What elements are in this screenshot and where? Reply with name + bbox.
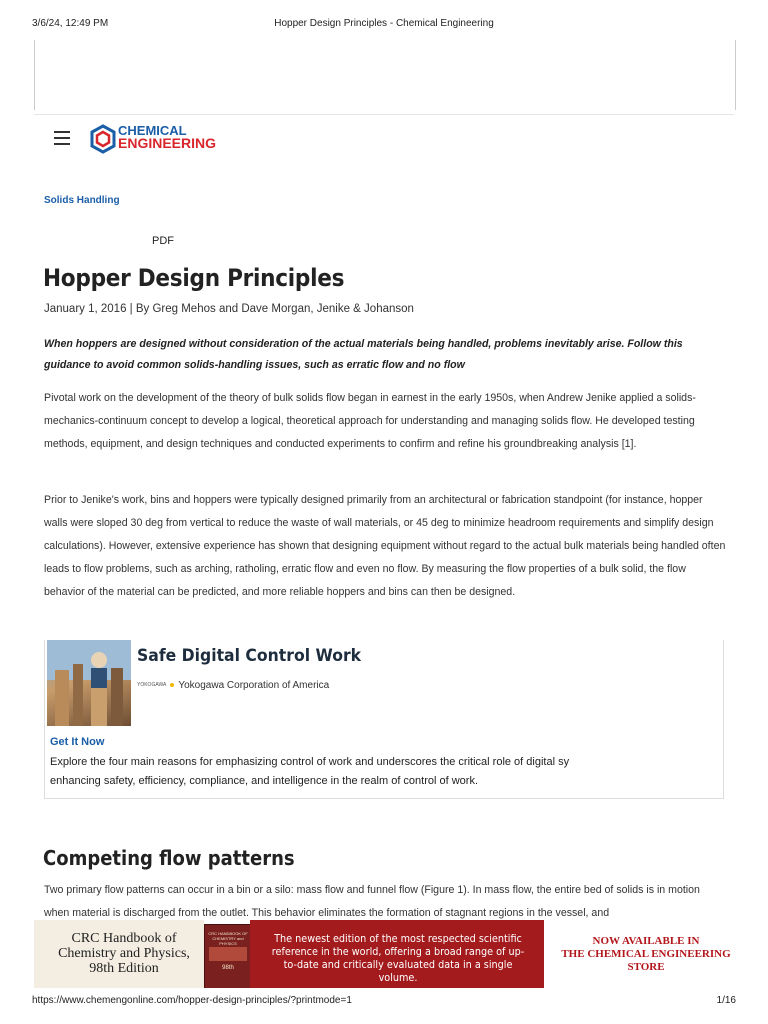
get-it-now-link[interactable]: Get It Now [50,736,105,748]
ad-cta-panel[interactable] [544,920,740,988]
article-lede: When hoppers are designed without consideration of the actual materials being handled, problems inevitably arise. Follow this guidance to avoid common solids-handling issues, such as erratic flow and no flow [44,338,683,371]
logo-line2: ENGINEERING [118,135,217,151]
ad-message: The newest edition of the most respected scientific reference in the world, offering a broad range of up-to-date and critically evaluated data in a single volume. [271,933,525,984]
ad-book-title-line3: 98th Edition [89,961,159,976]
ad-cta-line2: THE CHEMICAL ENGINEERING [561,948,731,960]
ad-book-title [44,931,204,976]
category-link[interactable]: Solids Handling [44,195,120,206]
sponsor-company-name: Yokogawa Corporation of America [178,680,330,691]
sponsor-company-logo: YOKOGAWA [137,682,167,689]
site-logo[interactable] [90,123,240,155]
sponsor-description-line1: Explore the four main reasons for emphasizing control of work and underscores the critical role of digital sy [50,756,570,768]
top-ad-slot [34,40,736,110]
sponsor-title[interactable]: Safe Digital Control Work [137,646,362,666]
sponsor-company [137,680,329,691]
page-counter: 1/16 [716,995,736,1006]
paragraph-2: Prior to Jenike's work, bins and hoppers were typically designed primarily from an architectural or fabrication standpoint (for instance, hopper walls were sloped 30 deg from vertical to reduce the waste of wall materials, or 45 deg to minimize headroom requirements and simplify design calculations). However, extensive experience has shown that designing equipment without regard to the actual bulk materials being handled often leads to flow problems, such as arching, ratholing, erratic flow and even no flow. By measuring the flow properties of a bulk solid, the flow behavior of the material can be predicted, and more reliable hoppers and bins can then be designed. [44,494,726,598]
ad-book-title-line1: CRC Handbook of [71,931,177,946]
section-heading: Competing flow patterns [43,846,295,870]
ad-book-title-line2: Chemistry and Physics, [58,946,190,961]
book-cover-edition: 98th [222,965,234,971]
print-url: https://www.chemengonline.com/hopper-design-principles/?printmode=1 [32,995,352,1006]
paragraph-3: Two primary flow patterns can occur in a bin or a silo: mass flow and funnel flow (Figure 1). In mass flow, the entire bed of solids is in motion when material is discharged from the outlet. This behavior eliminates the formation of stagnant regions in the vessel, and [44,884,700,919]
sponsor-logo-dot-icon [170,683,174,687]
paragraph-1: Pivotal work on the development of the theory of bulk solids flow began in earnest in the early 1950s, when Andrew Jenike applied a solids-mechanics-continuum concept to develop a logical, theoretical approach for understanding and managing solids flow. He developed testing methods, equipment, and design techniques and conducted experiments to confirm and refine his groundbreaking analysis [1]. [44,392,696,450]
logo-line1: CHEMICAL [118,123,187,138]
site-header [34,114,734,165]
sponsored-content-card[interactable] [44,640,724,799]
ad-message-panel [250,920,544,988]
ad-cta[interactable] [552,935,740,974]
bottom-banner-ad[interactable] [34,920,740,988]
book-cover-image [204,924,252,988]
article-title: Hopper Design Principles [43,264,345,292]
byline: January 1, 2016 | By Greg Mehos and Dave Morgan, Jenike & Johanson [44,303,414,315]
sponsor-description-line2: enhancing safety, efficiency, compliance, and intelligence in the realm of control of work. [50,775,479,787]
sponsor-image [47,640,131,726]
print-page-title: Hopper Design Principles - Chemical Engineering [274,18,494,29]
ad-book-panel [34,920,204,988]
sponsor-description [50,753,622,793]
menu-icon[interactable] [54,131,70,145]
ad-cta-line1: NOW AVAILABLE IN [592,935,700,947]
logo-hexagon-icon [90,124,116,154]
pdf-link[interactable]: PDF [152,235,174,247]
ad-cta-line3: STORE [627,961,665,973]
book-cover-title: CRC HANDBOOK OF CHEMISTRY and PHYSICS [208,931,248,946]
print-date: 3/6/24, 12:49 PM [32,18,109,29]
